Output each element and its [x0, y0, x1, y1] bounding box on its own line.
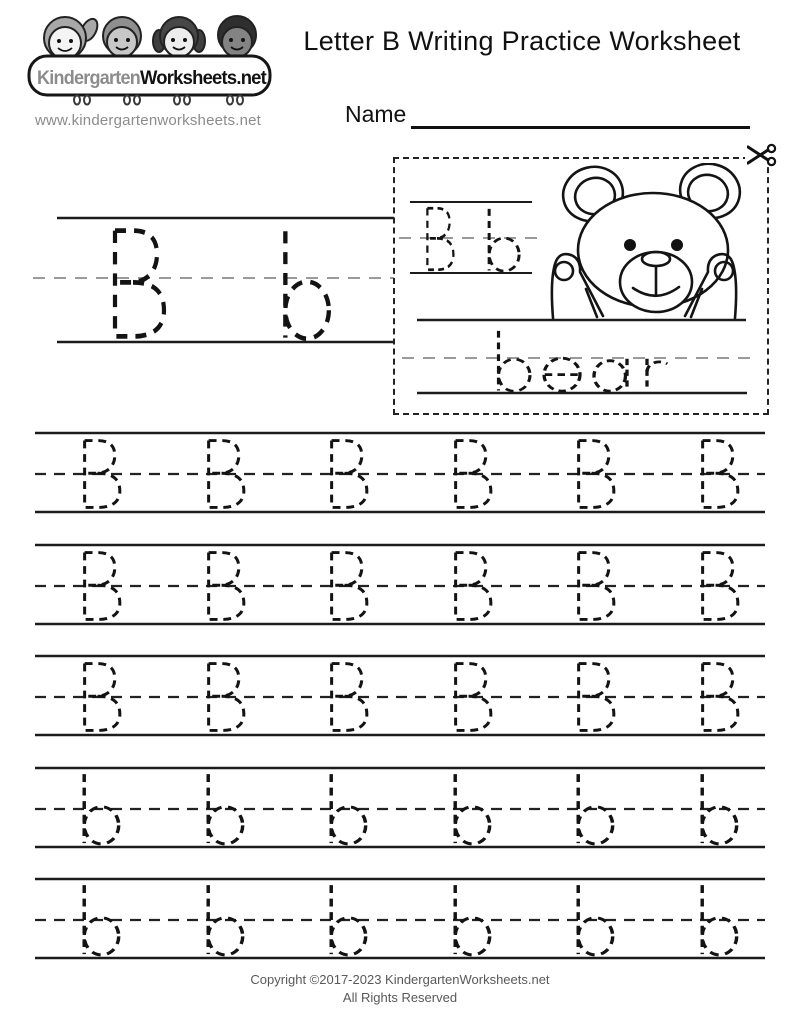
- guide-letters: [30, 210, 396, 350]
- practice-row-1: [32, 431, 768, 515]
- logo-text-worksheets: Worksheets.net: [140, 68, 268, 89]
- trace-word-letter-a: [594, 359, 627, 391]
- trace-word-letter-r: [647, 359, 667, 391]
- trace-word: [499, 331, 668, 391]
- page-footer: [0, 971, 800, 1007]
- bear-eye: [671, 239, 683, 251]
- practice-row-4: [32, 766, 768, 850]
- name-label: Name: [345, 101, 407, 127]
- practice-row-3: [32, 654, 768, 738]
- trace-letter-B: [456, 441, 491, 508]
- practice-row-2: [32, 543, 768, 627]
- guide-lowercase: [285, 231, 329, 338]
- name-blank-line: [411, 126, 750, 129]
- copyright-text: Copyright ©2017-2023 KindergartenWorksheets.net: [250, 972, 550, 987]
- practice-row-5: [32, 877, 768, 961]
- page-title: Letter B Writing Practice Worksheet: [303, 26, 741, 56]
- trace-letter-B: [209, 552, 244, 619]
- rights-text: All Rights Reserved: [342, 990, 458, 1006]
- kindergartenworksheets-logo: [26, 8, 274, 112]
- kids-feet-icon: [74, 96, 243, 105]
- card-sample-lowercase: [489, 209, 519, 271]
- trace-letter-B: [456, 552, 491, 619]
- trace-letter-B: [703, 664, 738, 731]
- trace-word-letter-e: [544, 358, 580, 391]
- logo-wordmark: [37, 68, 267, 89]
- trace-word-letter-b: [499, 331, 531, 391]
- trace-letter-B: [209, 441, 244, 508]
- teddy-bear-illustration: [523, 163, 765, 321]
- logo-text-kindergarten: Kindergarten: [37, 68, 141, 89]
- trace-letter-B: [703, 552, 738, 619]
- trace-letter-B: [209, 664, 244, 731]
- example-card: [393, 157, 769, 415]
- bear-eye: [624, 239, 636, 251]
- trace-letter-B: [456, 664, 491, 731]
- logo-url: www.kindergartenworksheets.net: [34, 112, 262, 129]
- guide-uppercase: [115, 231, 164, 337]
- trace-letter-B: [703, 441, 738, 508]
- four-kids-icon: [44, 16, 256, 59]
